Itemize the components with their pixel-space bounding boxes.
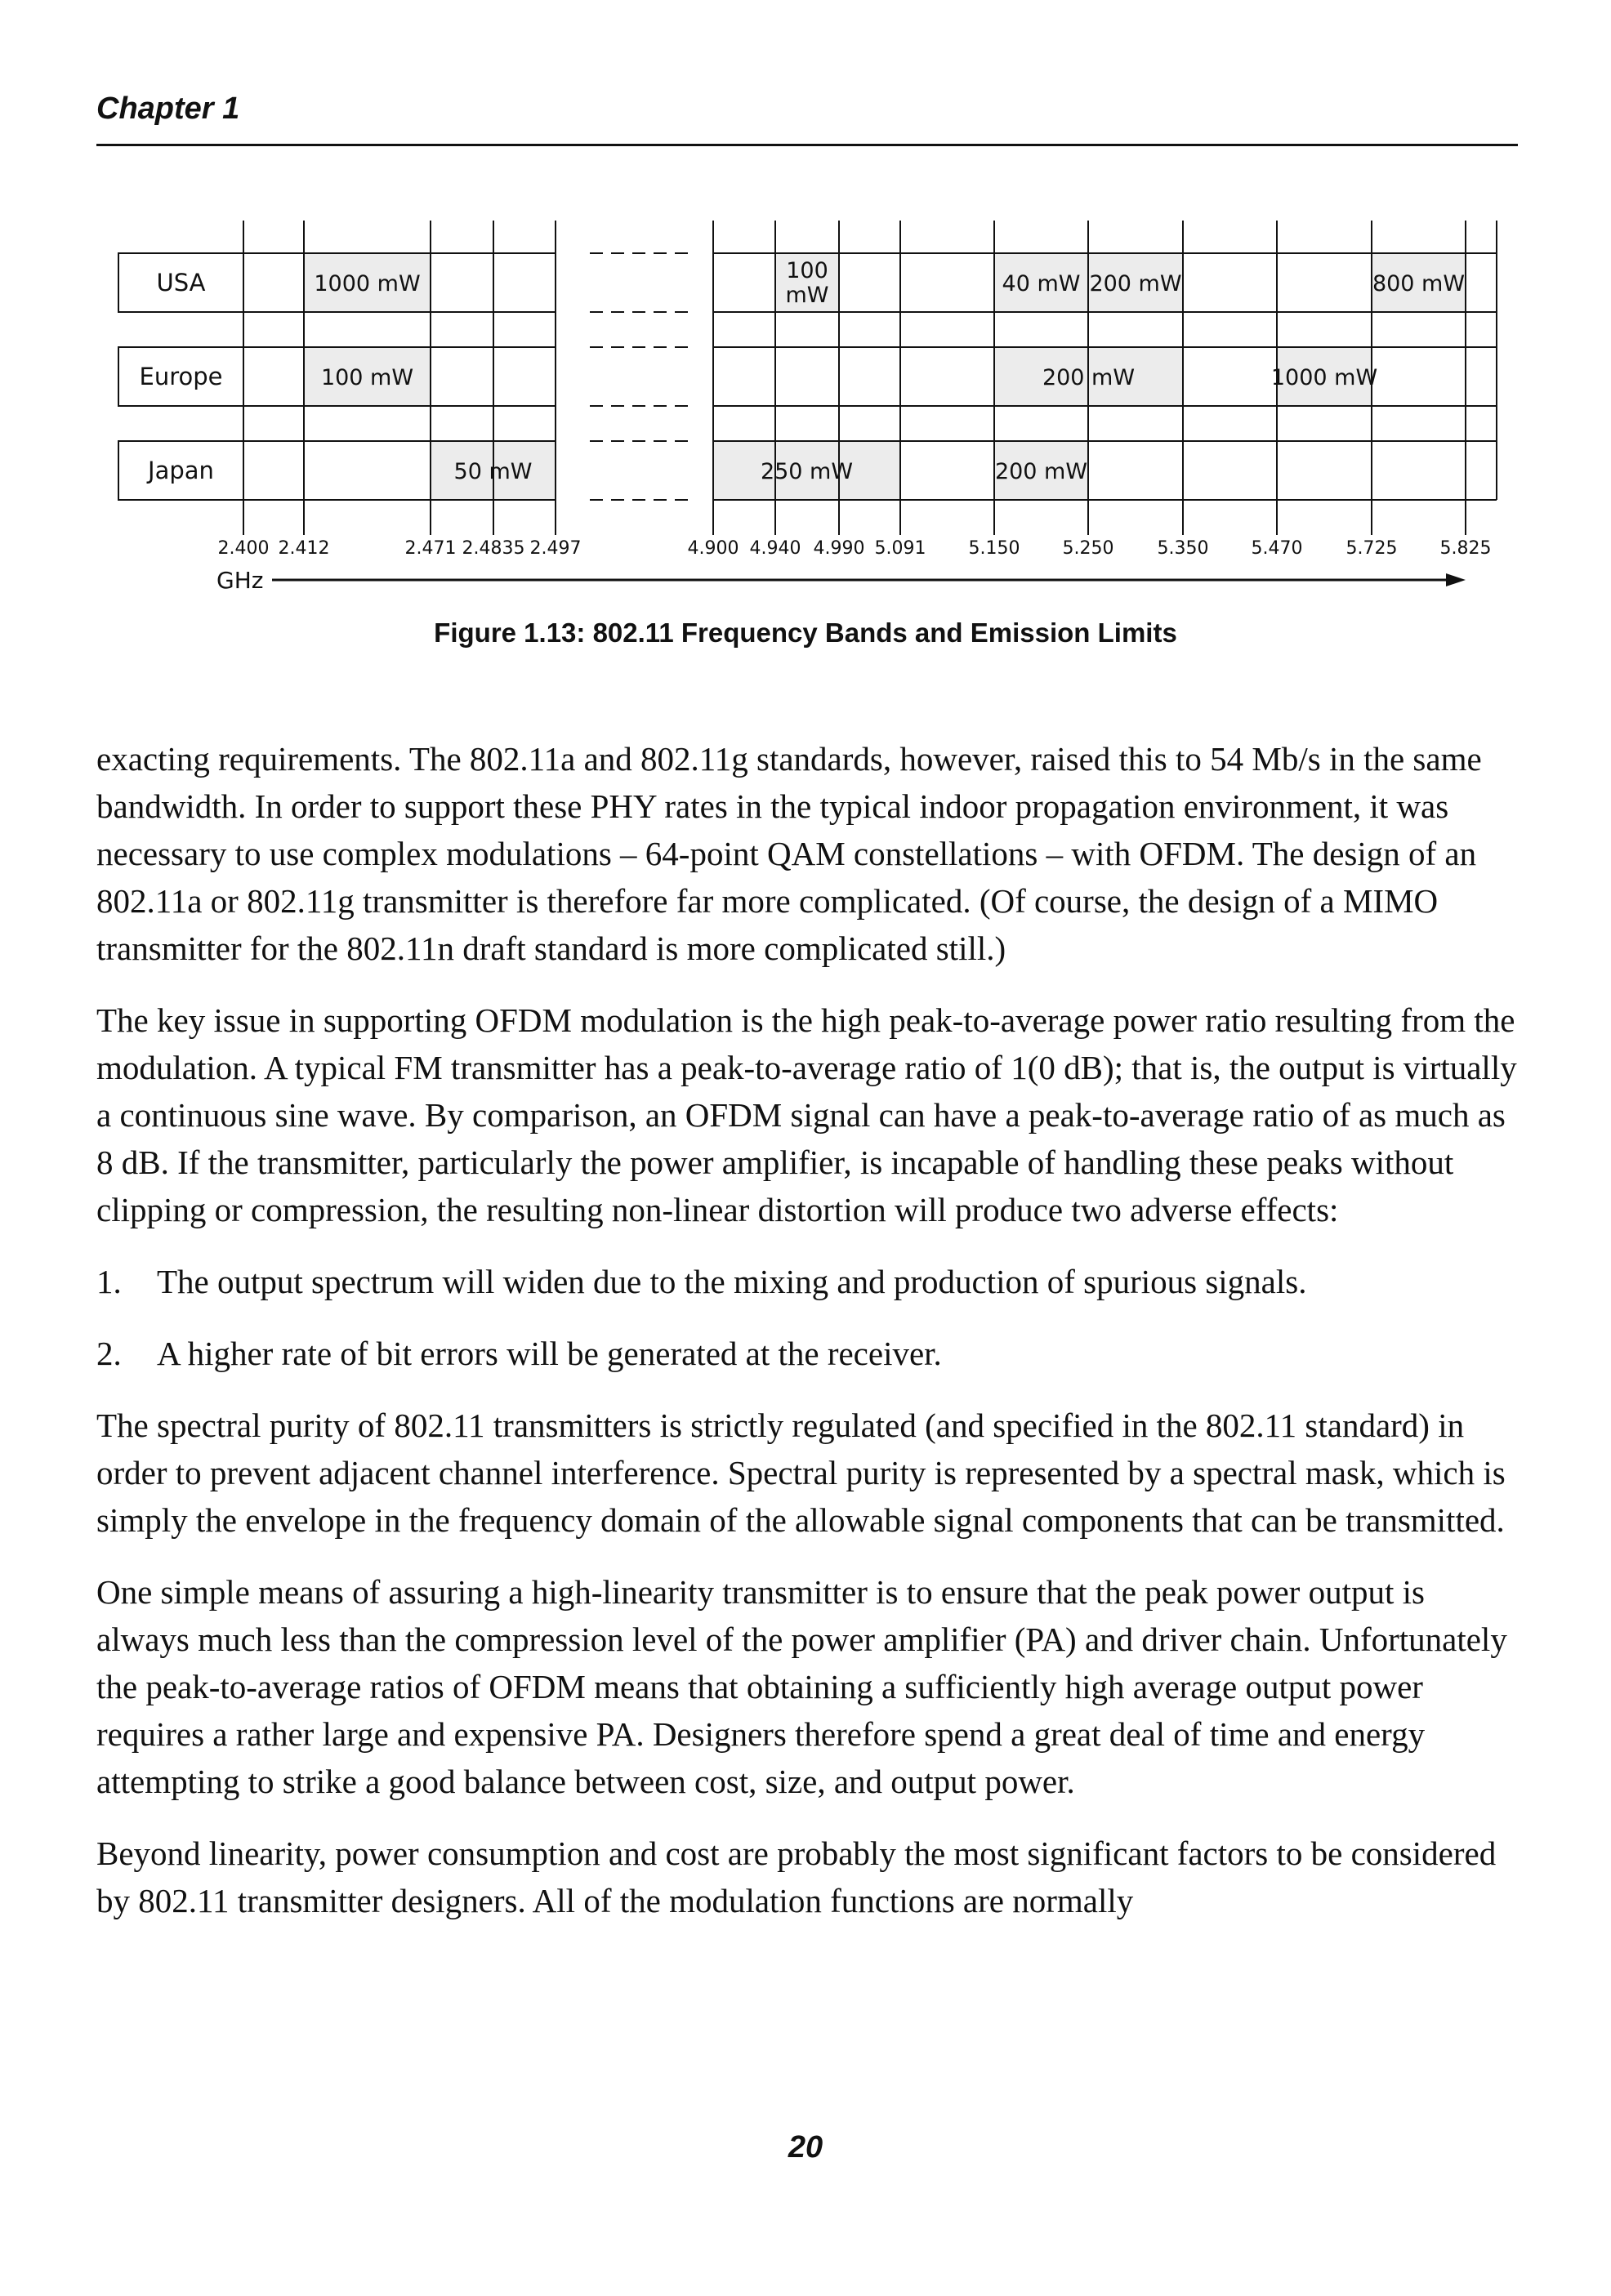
tick-label: 5.250: [1062, 538, 1114, 559]
tick-label: 5.091: [874, 538, 926, 559]
tick-label: 4.990: [813, 538, 865, 559]
band-label: 200 mW: [994, 459, 1088, 484]
band-label: 200 mW: [1089, 271, 1182, 296]
list-item-number: 1.: [96, 1263, 122, 1300]
list-item-text: The output spectrum will widen due to the mixing and production of spurious signals.: [157, 1263, 1307, 1300]
effects-list: [96, 1258, 1520, 1377]
tick-label: 2.471: [404, 538, 457, 559]
tick-label: 2.412: [278, 538, 330, 559]
tick-label: 4.900: [687, 538, 739, 559]
axis-unit-label: GHz: [216, 567, 264, 594]
list-item-text: A higher rate of bit errors will be generated at the receiver.: [157, 1335, 942, 1372]
band-label: 1000 mW: [1270, 365, 1378, 390]
tick-label: 5.150: [968, 538, 1020, 559]
band-label: 800 mW: [1372, 271, 1466, 296]
list-item: [96, 1330, 1520, 1377]
frequency-band-figure: [0, 212, 1611, 596]
region-label: Japan: [148, 457, 214, 484]
tick-label: 5.725: [1345, 538, 1398, 559]
figure-caption: Figure 1.13: 802.11 Frequency Bands and Emission Limits: [434, 617, 1177, 648]
paragraph-1: exacting requirements. The 802.11a and 802.11g standards, however, raised this to 54 Mb/s in the same bandwidth. In order to support these PHY rates in the typical indoor propagation environment, it was necessary to use complex modulations – 64-point QAM constellations – with OFDM. The design of an 802.11a or 802.11g transmitter is therefore far more complicated. (Of course, the design of a MIMO transmitter for the 802.11n draft standard is more complicated still.): [96, 740, 1482, 967]
body-text: [96, 735, 1520, 1949]
list-item-number: 2.: [96, 1335, 122, 1372]
band-label: 50 mW: [453, 459, 533, 484]
tick-label: 5.825: [1439, 538, 1492, 559]
tick-label: 2.497: [529, 538, 582, 559]
band-label: 40 mW: [1002, 271, 1081, 296]
band-label: 250 mW: [760, 459, 854, 484]
tick-label: 4.940: [749, 538, 801, 559]
paragraph-4: One simple means of assuring a high-linearity transmitter is to ensure that the peak power output is always much less than the compression level of the power amplifier (PA) and driver chain. Unfortunately the peak-to-average ratios of OFDM means that obtaining a sufficiently high average output power requires a rather large and expensive PA. Designers therefore spend a great deal of time and energy attempting to strike a good balance between cost, size, and output power.: [96, 1573, 1507, 1800]
paragraph-2: The key issue in supporting OFDM modulation is the high peak-to-average power ratio resulting from the modulation. A typical FM transmitter has a peak-to-average ratio of 1(0 dB); that is, the output is virtually a continuous sine wave. By comparison, an OFDM signal can have a peak-to-average ratio of as much as 8 dB. If the transmitter, particularly the power amplifier, is incapable of handling these peaks without clipping or compression, the resulting non-linear distortion will produce two adverse effects:: [96, 1001, 1517, 1228]
header-rule: [96, 144, 1518, 146]
tick-label: 2.4835: [462, 538, 525, 559]
band-label: 100 mW: [785, 258, 829, 308]
band-label: 100 mW: [320, 365, 414, 390]
tick-label: 5.350: [1157, 538, 1209, 559]
band-label: 1000 mW: [314, 271, 421, 296]
paragraph-3: The spectral purity of 802.11 transmitters is strictly regulated (and specified in the 802.11 standard) in order to prevent adjacent channel interference. Spectral purity is represented by a spectral mask, which is simply the envelope in the frequency domain of the allowable signal components that can be transmitted.: [96, 1407, 1506, 1539]
band-label: 200 mW: [1042, 365, 1136, 390]
chapter-header: Chapter 1: [96, 91, 240, 126]
tick-label: 5.470: [1251, 538, 1303, 559]
region-label: USA: [156, 269, 206, 296]
axis-arrow-icon: [1446, 573, 1466, 586]
paragraph-5: Beyond linearity, power consumption and cost are probably the most significant factors to be considered by 802.11 transmitter designers. All of the modulation functions are normally: [96, 1835, 1497, 1919]
tick-label: 2.400: [217, 538, 270, 559]
region-label: Europe: [139, 363, 223, 390]
page-number: 20: [788, 2130, 823, 2164]
list-item: [96, 1258, 1520, 1305]
